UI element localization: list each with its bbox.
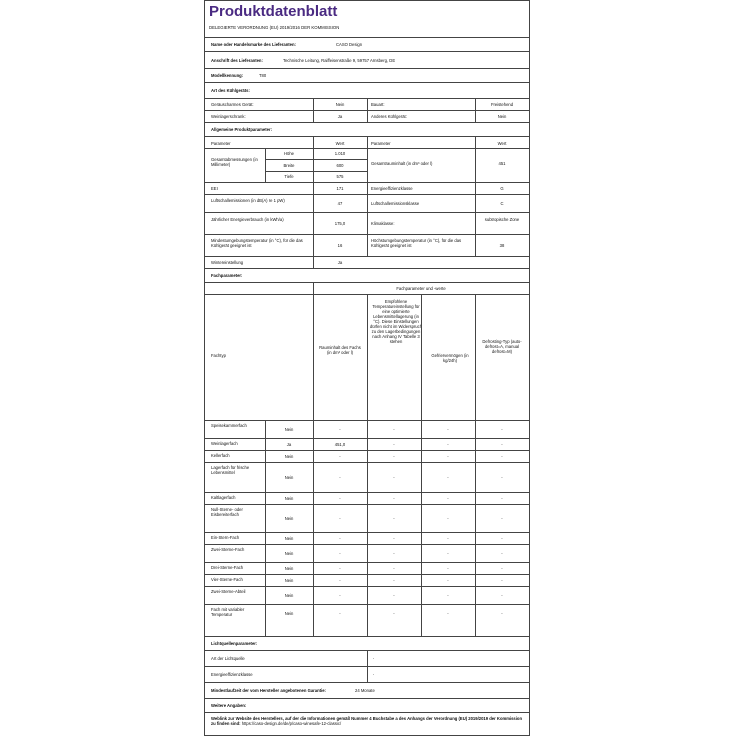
compartment-volume: -	[339, 427, 341, 432]
compartment-present: Nein	[284, 536, 294, 541]
compartment-freeze: -	[447, 442, 449, 447]
col-temp-header: Empfohlene Temperatureinstellung für eine optimierte Lebensmittellagerung (in °C). Diese Einstellungen dürfen nicht im Widerspruch zu den Lagerbedingungen nach Anhang IV Tabelle 3 stehen	[369, 299, 423, 344]
min-temp-label: Mindestumgebungstemperatur (in °C), für die das Kühlgerät geeignet ist	[211, 238, 303, 248]
low-noise-value: Nein	[335, 102, 345, 107]
supplier-address-value: Technische Leitung, Raiffeisenstraße 9, 59757 Arnsberg, DE	[283, 58, 396, 63]
volume-label: Gesamtrauminhalt (in dm³ oder l)	[371, 161, 433, 166]
compartment-temp: -	[393, 536, 395, 541]
compartment-name: Speisekammerfach	[211, 423, 247, 428]
supplier-name-row	[205, 37, 529, 51]
height-label: Höhe	[283, 151, 294, 156]
compartment-defrost: -	[501, 593, 503, 598]
supplier-address-label: Anschrift des Lieferanten:	[211, 58, 263, 63]
regulation-subtitle: DELEGIERTE VERORDNUNG (EU) 2019/2016 DER KOMMISSION	[209, 25, 340, 30]
compartment-temp: -	[393, 475, 395, 480]
compartment-freeze: -	[447, 611, 449, 616]
warranty-value: 24 Monate	[355, 688, 375, 693]
value-header-left: Wert	[335, 141, 345, 146]
noise-value: 47	[337, 201, 343, 206]
param-header-right: Parameter	[371, 141, 391, 146]
compartment-temp: -	[393, 593, 395, 598]
compartment-freeze: -	[447, 593, 449, 598]
eei-value: 171	[336, 186, 344, 191]
compartment-freeze: -	[447, 516, 449, 521]
compartment-volume: -	[339, 454, 341, 459]
compartment-present: Nein	[284, 516, 294, 521]
min-temp-value: 16	[337, 243, 343, 248]
compartment-freeze: -	[447, 427, 449, 432]
energy-class-value: G	[500, 186, 504, 191]
compartment-freeze: -	[447, 475, 449, 480]
sheet-title: Produktdatenblatt	[209, 3, 338, 20]
type-header: Fachtyp	[211, 353, 226, 358]
compartments-heading: Fachparameter:	[211, 273, 243, 278]
compartment-name: Zwei-Sterne-Fach	[211, 547, 245, 552]
compartment-volume: -	[339, 516, 341, 521]
compartment-defrost: -	[501, 427, 503, 432]
depth-value: 575	[336, 174, 344, 179]
compartment-defrost: -	[501, 536, 503, 541]
compartment-present: Nein	[284, 578, 294, 583]
light-heading: Lichtquellenparameter:	[211, 641, 258, 646]
design-label: Bauart:	[371, 102, 385, 107]
design-value: Freistehend	[490, 102, 514, 107]
compartment-present: Nein	[284, 496, 294, 501]
width-value: 600	[336, 163, 344, 168]
compartments-group-header: Fachparameter und -werte	[396, 286, 446, 291]
compartment-volume: -	[339, 475, 341, 480]
climate-value: subtropische Zone	[484, 217, 520, 222]
compartments-group-row	[205, 282, 529, 294]
wine-label: Weinlagerschrank:	[211, 114, 246, 119]
compartment-volume: -	[339, 496, 341, 501]
compartment-name: Drei-Sterne-Fach	[211, 565, 244, 570]
wine-value: Ja	[337, 114, 343, 119]
value-header-right: Wert	[497, 141, 507, 146]
compartment-defrost: -	[501, 516, 503, 521]
compartment-present: Nein	[284, 475, 294, 480]
compartments-heading-row	[205, 268, 529, 282]
additional-heading: Weitere Angaben:	[211, 703, 247, 708]
compartment-volume: -	[339, 551, 341, 556]
compartment-name: Ein-Stern-Fach	[211, 535, 240, 540]
light-type-label: Art der Lichtquelle	[211, 656, 245, 661]
compartment-temp: -	[393, 516, 395, 521]
compartment-temp: -	[393, 427, 395, 432]
light-type-value: -	[373, 656, 375, 661]
dimensions-label: Gesamtabmessungen (in Millimeter)	[211, 157, 258, 167]
max-temp-label: Höchstumgebungstemperatur (in °C), für die das Kühlgerät geeignet ist	[371, 238, 462, 248]
compartment-volume: -	[339, 566, 341, 571]
param-header-left: Parameter	[211, 141, 231, 146]
compartment-name: Kellerfach	[211, 453, 230, 458]
compartment-name: Fach mit variabler Temperatur	[211, 607, 245, 617]
model-value: T80	[259, 73, 267, 78]
max-temp-value: 38	[499, 243, 505, 248]
compartment-name: Zwei-Sterne-Abteil	[211, 589, 246, 594]
compartment-defrost: -	[501, 551, 503, 556]
compartment-freeze: -	[447, 454, 449, 459]
volume-value: 451	[498, 161, 506, 166]
light-class-value: -	[373, 672, 375, 677]
general-heading-row	[205, 122, 529, 136]
height-value: 1.010	[334, 151, 346, 156]
compartment-volume: -	[339, 578, 341, 583]
compartment-name: Lagerfach für frische Lebensmittel	[211, 465, 250, 475]
compartment-volume: -	[339, 536, 341, 541]
annual-label: Jährlicher Energieverbrauch (in kWh/a)	[211, 217, 284, 222]
winter-value: Ja	[337, 260, 343, 265]
compartment-name: Kaltlagerfach	[211, 495, 236, 500]
appliance-type-heading-row	[205, 82, 529, 98]
compartment-defrost: -	[501, 566, 503, 571]
warranty-row	[205, 682, 529, 698]
additional-heading-row	[205, 698, 529, 712]
compartment-freeze: -	[447, 578, 449, 583]
product-data-sheet	[204, 0, 530, 736]
weblink-row	[205, 712, 529, 735]
weblink-url[interactable]: https://caso-design.de/de/p/caso-winesafe-12-classic/	[241, 721, 342, 726]
compartment-freeze: -	[447, 551, 449, 556]
compartment-defrost: -	[501, 442, 503, 447]
energy-class-label: Energieeffizienzklasse	[371, 186, 413, 191]
compartment-present: Nein	[284, 593, 294, 598]
compartment-temp: -	[393, 496, 395, 501]
eei-label: EEI	[211, 186, 218, 191]
col-defrost-header: Defrosting-Typ (auto-defrost=A, manual defrost=M)	[482, 339, 522, 354]
noise-class-value: C	[500, 201, 504, 206]
compartment-present: Nein	[284, 427, 294, 432]
climate-label: Klimaklasse:	[371, 221, 395, 226]
compartment-present: Nein	[284, 611, 294, 616]
appliance-type-heading: Art des Kühlgeräts:	[211, 88, 250, 93]
warranty-label: Mindestlaufzeit der vom Hersteller angebotenen Garantie:	[211, 688, 326, 693]
compartment-present: Ja	[286, 442, 292, 447]
winter-row	[205, 256, 529, 268]
low-noise-label: Geräuscharmes Gerät:	[211, 102, 254, 107]
depth-label: Tiefe	[284, 174, 294, 179]
col-volume-header: Rauminhalt des Fachs (in dm³ oder l)	[319, 345, 361, 355]
model-label: Modellkennung:	[211, 73, 244, 78]
compartment-name: Null-Sterne- oder Eisbereiterfach	[211, 507, 243, 517]
compartment-temp: -	[393, 551, 395, 556]
supplier-name-value: CASO Design	[336, 42, 363, 47]
annual-value: 175,0	[334, 221, 346, 226]
supplier-name-label: Name oder Handelsmarke des Lieferanten:	[211, 42, 296, 47]
compartment-name: Vier-Sterne-Fach	[211, 577, 243, 582]
compartment-name: Weinlagerfach	[211, 441, 238, 446]
compartment-defrost: -	[501, 578, 503, 583]
model-row	[205, 68, 529, 82]
compartment-freeze: -	[447, 566, 449, 571]
noise-label: Luftschallemissionen (in dB(A) re 1 pW)	[211, 198, 285, 203]
compartment-freeze: -	[447, 536, 449, 541]
compartment-temp: -	[393, 454, 395, 459]
general-heading: Allgemeine Produktparameter:	[211, 127, 272, 132]
supplier-address-row	[205, 51, 529, 68]
light-heading-row	[205, 636, 529, 650]
compartment-temp: -	[393, 578, 395, 583]
compartment-temp: -	[393, 611, 395, 616]
compartment-freeze: -	[447, 496, 449, 501]
light-class-label: Energieeffizienzklasse	[211, 672, 253, 677]
compartment-volume: -	[339, 611, 341, 616]
compartment-defrost: -	[501, 475, 503, 480]
noise-class-label: Luftschallemissionsklasse	[371, 201, 420, 206]
other-appliance-value: Nein	[497, 114, 507, 119]
compartment-temp: -	[393, 442, 395, 447]
compartment-volume: -	[339, 593, 341, 598]
other-appliance-label: Anderes Kühlgerät:	[371, 114, 407, 119]
col-freeze-header: Gefriervermögen (in kg/24h)	[431, 353, 469, 363]
compartment-defrost: -	[501, 496, 503, 501]
compartment-defrost: -	[501, 611, 503, 616]
width-label: Breite	[283, 163, 295, 168]
compartment-defrost: -	[501, 454, 503, 459]
compartment-present: Nein	[284, 566, 294, 571]
compartment-volume: 451,0	[334, 442, 346, 447]
winter-label: Wintereinstellung	[211, 260, 244, 265]
weblink-text	[211, 716, 523, 726]
compartment-present: Nein	[284, 551, 294, 556]
compartment-temp: -	[393, 566, 395, 571]
compartment-present: Nein	[284, 454, 294, 459]
weblink-label: Weblink zur Website des Herstellers, auf der die Informationen gemäß Nummer 4 Buchstabe a des Anhangs der Verordnung (EU) 2019/2019 der Kommission zu finden sind:	[211, 716, 523, 726]
